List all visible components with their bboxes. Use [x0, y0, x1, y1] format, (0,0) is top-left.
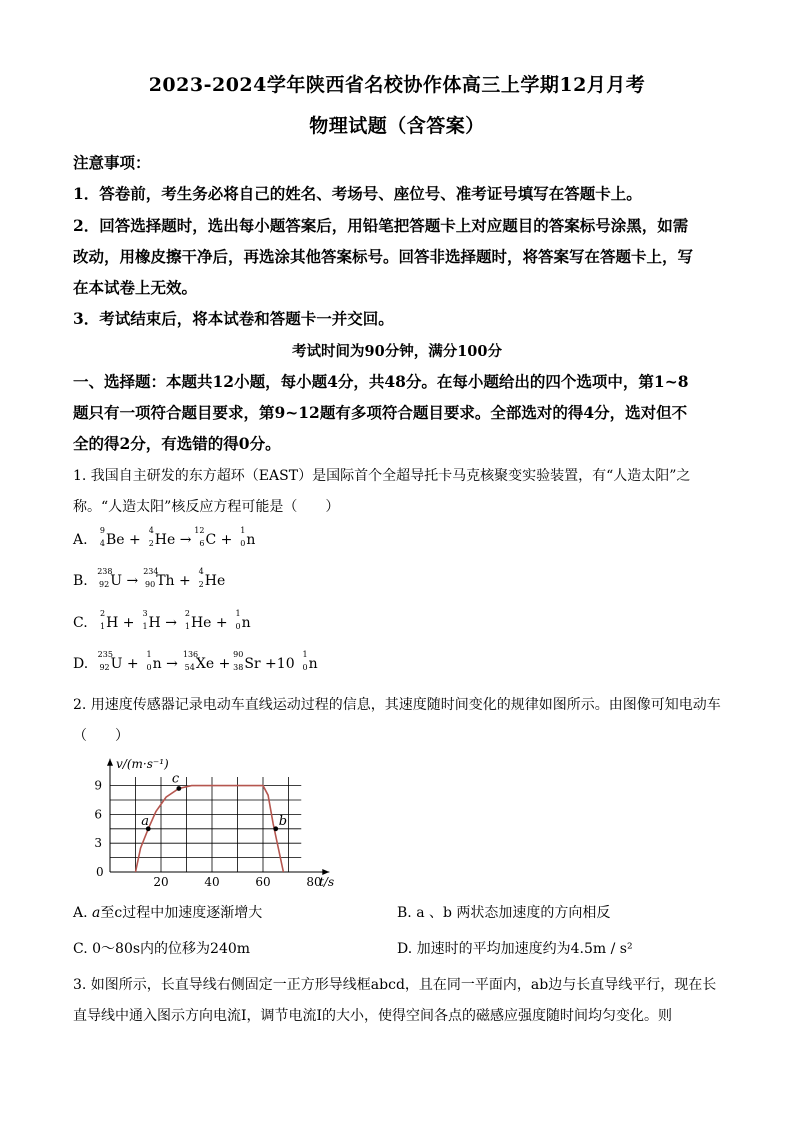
y-axis-label: v/(m·s⁻¹)	[116, 757, 169, 771]
q2-stem-line-1: 2. 用速度传感器记录电动车直线运动过程的信息，其速度随时间变化的规律如图所示。由图像可知电动车	[73, 697, 721, 713]
point-label-c: c	[171, 771, 180, 787]
x-tick-label: 40	[204, 875, 220, 889]
option-label: A.	[73, 532, 88, 548]
q2-option-b[interactable]: B. a 、b 两状态加速度的方向相反	[397, 905, 611, 921]
point-label-b: b	[278, 813, 288, 829]
q2-stem-line-2: （ ）	[73, 728, 129, 744]
q3-stem-line-2: 直导线中通入图示方向电流I，调节电流I的大小，使得空间各点的磁感应强度随时间均匀变化。则	[73, 1008, 673, 1024]
q1-stem-line-1: 1. 我国自主研发的东方超环（EAST）是国际首个全超导托卡马克核聚变实验装置，有“人造太阳”之	[73, 468, 691, 484]
exam-time-info: 考试时间为90分钟，满分100分	[292, 343, 502, 360]
option-label: B.	[73, 573, 88, 589]
velocity-time-chart	[70, 750, 340, 890]
q2-option-c[interactable]: C. 0～80s内的位移为240m	[73, 941, 251, 957]
q2-option-a[interactable]: A. a至c过程中加速度逐渐增大	[73, 905, 263, 921]
y-tick-label: 3	[94, 836, 102, 851]
notice-item-1: 1．答卷前，考生务必将自己的姓名、考场号、座位号、准考证号填写在答题卡上。	[73, 184, 642, 203]
option-label: C.	[73, 615, 88, 631]
notice-item-2-line-2: 改动，用橡皮擦干净后，再选涂其他答案标号。回答非选择题时，将答案写在答题卡上，写	[73, 247, 694, 266]
exam-subtitle: 物理试题（含答案）	[309, 115, 485, 137]
q1-stem-line-2: 称。“人造太阳”核反应方程可能是（ ）	[73, 499, 340, 515]
notice-item-3: 3．考试结束后，将本试卷和答题卡一并交回。	[73, 309, 394, 328]
y-tick-label: 6	[94, 807, 102, 822]
q1-option-c[interactable]: C. 2 1 H + 3 1 H → 2 1 He + 1 0 n	[73, 609, 251, 631]
y-tick-label: 9	[94, 778, 102, 793]
section-1-line-3: 全的得2分，有选错的得0分。	[73, 434, 281, 453]
notice-item-2-line-1: 2．回答选择题时，选出每小题答案后，用铅笔把答题卡上对应题目的答案标号涂黑，如需	[73, 216, 689, 235]
point-c	[176, 786, 181, 791]
section-1-line-1: 一、选择题：本题共12小题，每小题4分，共48分。在每小题给出的四个选项中，第1~8	[73, 372, 689, 391]
q1-option-d[interactable]: D. 235 92 U + 1 0 n → 136 54 Xe + 90 38 Sr +10 1 0 n	[73, 650, 318, 672]
q2-option-d[interactable]: D. 加速时的平均加速度约为4.5m / s²	[397, 941, 633, 957]
notice-heading: 注意事项：	[73, 153, 151, 172]
point-b	[273, 826, 278, 831]
q3-stem-line-1: 3. 如图所示，长直导线右侧固定一正方形导线框abcd，且在同一平面内，ab边与长直导线平行，现在长	[73, 977, 717, 993]
x-axis-label: t/s	[319, 875, 335, 889]
y-axis-arrow	[107, 759, 113, 766]
q1-option-b[interactable]: B. 238 92 U → 234 90 Th + 4 2 He	[73, 567, 226, 589]
option-label: D.	[73, 656, 89, 672]
origin-label: 0	[96, 865, 104, 879]
exam-title: 2023-2024学年陕西省名校协作体高三上学期12月月考	[148, 74, 646, 96]
point-label-a: a	[141, 813, 150, 829]
x-tick-label: 60	[255, 875, 271, 889]
x-tick-label: 80	[306, 875, 322, 889]
notice-item-2-line-3: 在本试卷上无效。	[73, 278, 198, 297]
section-1-line-2: 题只有一项符合题目要求，第9~12题有多项符合题目要求。全部选对的得4分，选对但不	[73, 403, 688, 422]
x-tick-label: 20	[153, 875, 169, 889]
q1-option-a[interactable]: A. 9 4 Be + 4 2 He → 12 6 C + 1 0 n	[73, 526, 256, 548]
